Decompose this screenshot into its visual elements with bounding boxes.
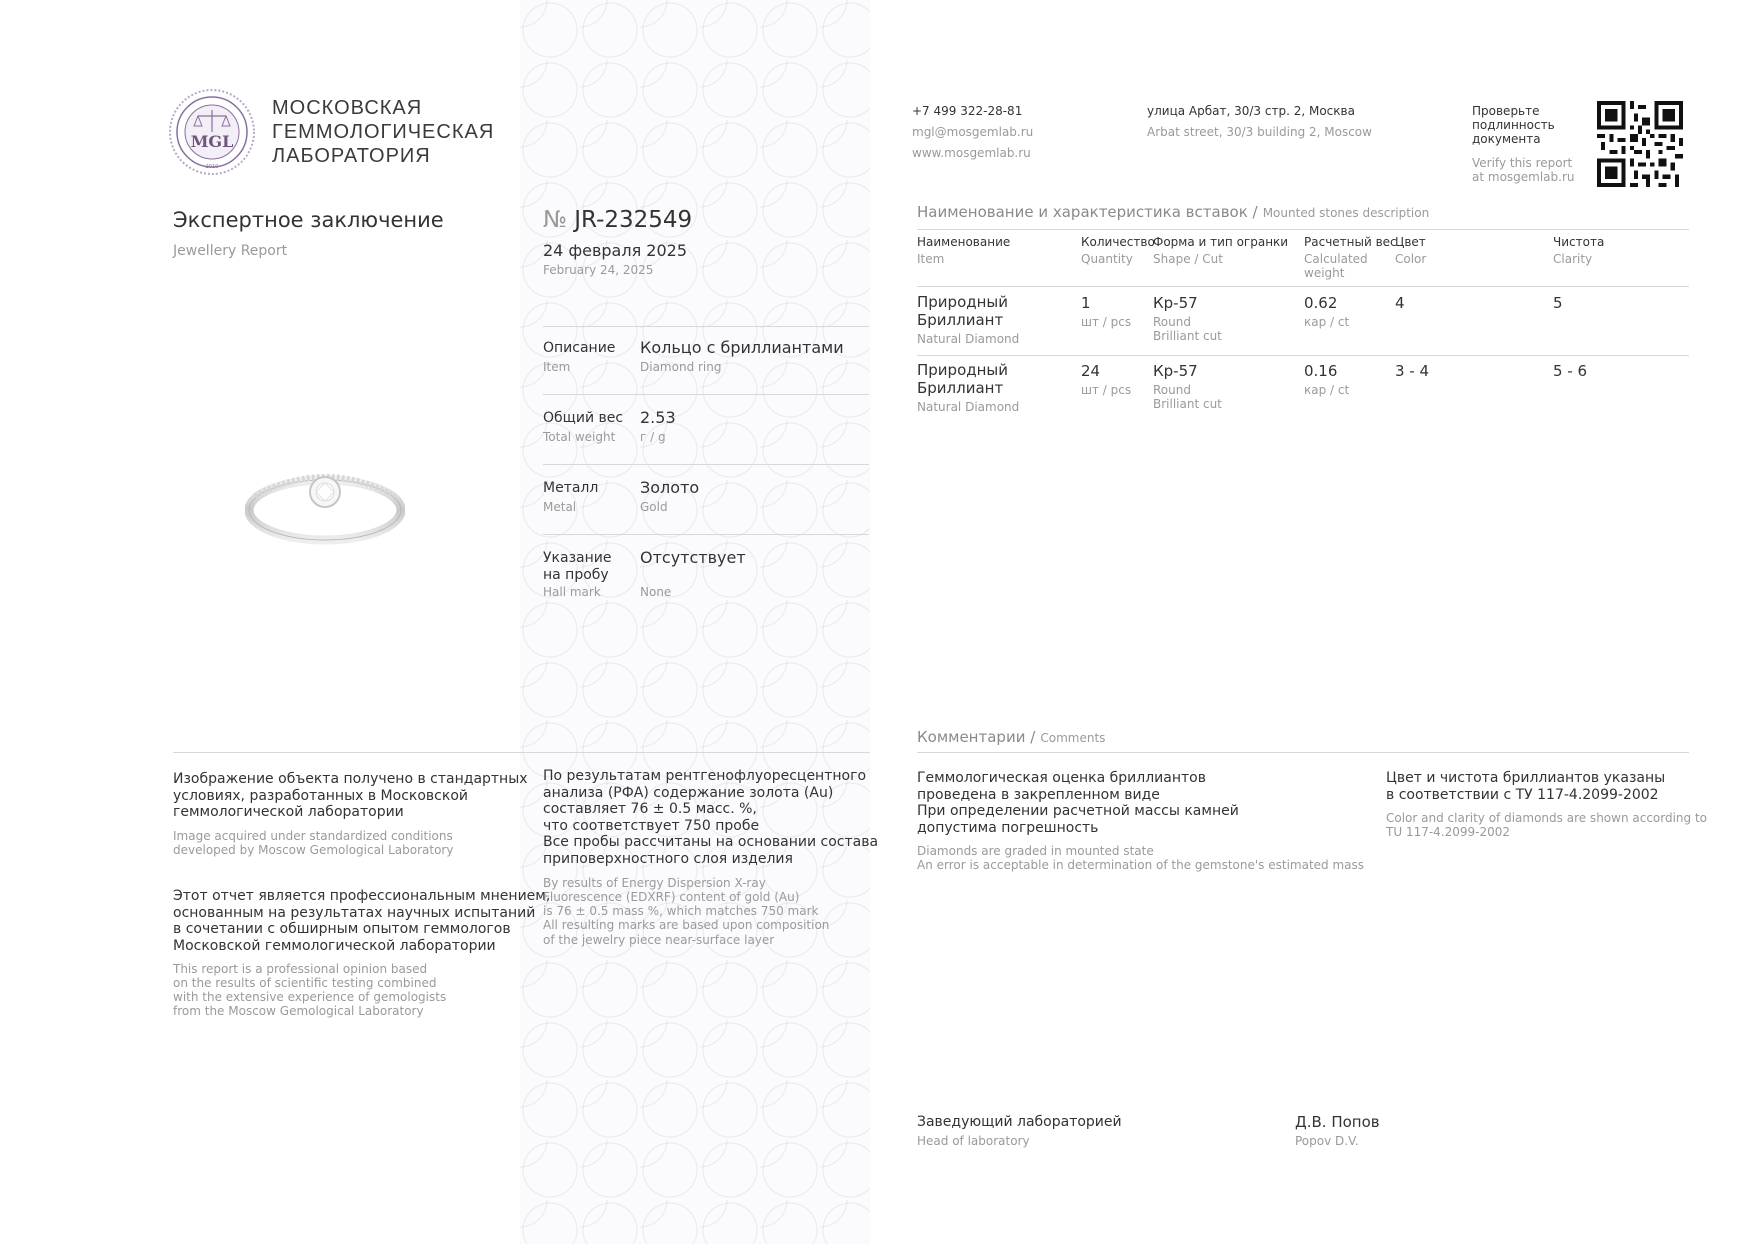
signature-name-en: Popov D.V. xyxy=(1295,1134,1359,1148)
verify-line-1: Проверьте xyxy=(1472,104,1540,118)
report-number-line xyxy=(543,207,692,233)
note-xrf-en: By results of Energy Dispersion X-ray Fluorescence (EDXRF) content of gold (Au) is 76 ± 0.5 mass %, which matches 750 mark All resulting marks are based upon composition of the jewelry piece near-surface layer xyxy=(543,876,830,947)
field-value-metal: Золото xyxy=(640,478,700,497)
comment-left-en: Diamonds are graded in mounted state An error is acceptable in determination of the gemstone's estimated mass xyxy=(917,844,1365,873)
table-row-1-color: 4 xyxy=(1395,294,1405,312)
signature-role-en: Head of laboratory xyxy=(917,1134,1030,1148)
table-row-2-shape: Кр-57 xyxy=(1153,362,1198,380)
table-row-2-item: Природный Бриллиант xyxy=(917,361,1009,397)
report-title-en: Jewellery Report xyxy=(173,243,288,259)
table-row-2-color: 3 - 4 xyxy=(1395,362,1430,380)
field-value-description: Кольцо с бриллиантами xyxy=(640,338,844,357)
decorative-pattern-band xyxy=(520,0,870,1244)
field-value-weight-unit: г / g xyxy=(640,430,666,444)
note-xrf-ru: По результатам рентгенофлуоресцентного анализа (РФА) содержание золота (Au) составляет 76 ± 0.5 масс. %, что соответствует 750 пробе Все пробы рассчитаны на основании состава приповерхностного слоя изделия xyxy=(543,768,879,867)
table-row-1-qty-unit: шт / pcs xyxy=(1081,315,1132,329)
field-value-weight: 2.53 xyxy=(640,408,676,427)
field-value-hallmark-en: None xyxy=(640,585,672,599)
field-value-metal-en: Gold xyxy=(640,500,668,514)
col-header-clarity-en: Clarity xyxy=(1553,252,1593,266)
field-label-metal-en: Metal xyxy=(543,500,577,514)
col-header-color: Цвет xyxy=(1395,235,1426,249)
table-row-2-weight-unit: кар / ct xyxy=(1304,383,1350,397)
table-divider xyxy=(917,229,1689,230)
verify-line-3: документа xyxy=(1472,132,1541,147)
note-opinion-ru: Этот отчет является профессиональным мнением, основанным на результатах научных испытаний в сочетании с обширным опытом геммологов Московской геммологической лаборатории xyxy=(173,888,551,954)
comment-right-en: Color and clarity of diamonds are shown according to TU 117-4.2099-2002 xyxy=(1386,811,1708,840)
field-divider xyxy=(543,394,869,395)
col-header-weight-en: Calculated weight xyxy=(1304,252,1368,281)
field-label-weight-en: Total weight xyxy=(543,430,616,444)
field-divider xyxy=(543,534,869,535)
comments-section-title xyxy=(917,727,1105,746)
report-date-en: February 24, 2025 xyxy=(543,263,654,277)
stones-section-title xyxy=(917,202,1429,221)
col-header-item: Наименование xyxy=(917,235,1011,249)
number-sign: № xyxy=(543,207,567,233)
field-divider xyxy=(543,326,869,327)
lab-name-line-1: МОСКОВСКАЯ xyxy=(272,97,423,119)
verify-en-line-2: at mosgemlab.ru xyxy=(1472,170,1575,185)
field-label-description: Описание xyxy=(543,340,616,356)
verify-text-ru xyxy=(1472,104,1555,146)
field-divider xyxy=(543,464,869,465)
signature-name: Д.В. Попов xyxy=(1295,1113,1380,1131)
note-image-en: Image acquired under standardized conditions developed by Moscow Gemological Laboratory xyxy=(173,829,454,858)
col-header-weight: Расчетный вес xyxy=(1304,235,1397,249)
table-row-1-shape-en: Round Brilliant cut xyxy=(1153,315,1222,344)
col-header-shape-en: Shape / Cut xyxy=(1153,252,1223,266)
field-value-description-en: Diamond ring xyxy=(640,360,722,374)
phone: +7 499 322-28-81 xyxy=(912,104,1023,118)
note-image-ru: Изображение объекта получено в стандартных условиях, разработанных в Московской геммологической лаборатории xyxy=(173,771,528,821)
table-row-1-weight-unit: кар / ct xyxy=(1304,315,1350,329)
verify-line-2: подлинность xyxy=(1472,118,1555,133)
email-link[interactable]: mgl@mosgemlab.ru xyxy=(912,125,1034,139)
lab-name-line-2: ГЕММОЛОГИЧЕСКАЯ xyxy=(272,121,495,143)
signature-role: Заведующий лабораторией xyxy=(917,1114,1122,1130)
table-row-1-clarity: 5 xyxy=(1553,294,1563,312)
report-date: 24 февраля 2025 xyxy=(543,241,688,260)
col-header-quantity: Количество xyxy=(1081,235,1155,249)
col-header-clarity: Чистота xyxy=(1553,235,1605,249)
table-row-2-item-en: Natural Diamond xyxy=(917,400,1020,414)
website-link[interactable]: www.mosgemlab.ru xyxy=(912,146,1031,160)
field-label-hallmark-en: Hall mark xyxy=(543,585,601,599)
note-opinion-en: This report is a professional opinion based on the results of scientific testing combined with the extensive experience of gemologists from the Moscow Gemological Laboratory xyxy=(173,962,447,1019)
stones-title-ru: Наименование и характеристика вставок / xyxy=(917,203,1258,221)
table-row-2-qty: 24 xyxy=(1081,362,1101,380)
lab-name xyxy=(272,96,494,168)
table-row-1-weight: 0.62 xyxy=(1304,294,1338,312)
field-label-hallmark: Указание на пробу xyxy=(543,550,612,583)
section-divider xyxy=(173,752,870,753)
col-header-color-en: Color xyxy=(1395,252,1427,266)
section-divider xyxy=(917,752,1689,753)
field-label-description-en: Item xyxy=(543,360,571,374)
col-header-quantity-en: Quantity xyxy=(1081,252,1133,266)
report-title: Экспертное заключение xyxy=(173,208,444,232)
col-header-shape: Форма и тип огранки xyxy=(1153,235,1289,249)
table-row-2-shape-en: Round Brilliant cut xyxy=(1153,383,1222,412)
mgl-logo-seal xyxy=(168,88,256,176)
logo-year: 2010 xyxy=(205,164,219,170)
address-ru: улица Арбат, 30/3 стр. 2, Москва xyxy=(1147,104,1355,118)
field-label-metal: Металл xyxy=(543,480,599,496)
stones-title-en: Mounted stones description xyxy=(1262,206,1430,220)
comments-title-ru: Комментарии / xyxy=(917,728,1036,746)
comment-left-ru: Геммологическая оценка бриллиантов проведена в закрепленном виде При определении расчетной массы камней допустима погрешность xyxy=(917,770,1239,836)
ring-photo xyxy=(245,466,405,548)
table-row-1-item: Природный Бриллиант xyxy=(917,293,1009,329)
table-row-1-item-en: Natural Diamond xyxy=(917,332,1020,346)
comment-right-ru: Цвет и чистота бриллиантов указаны в соответствии с ТУ 117-4.2099-2002 xyxy=(1386,770,1666,803)
col-header-item-en: Item xyxy=(917,252,945,266)
table-row-2-weight: 0.16 xyxy=(1304,362,1338,380)
table-divider xyxy=(917,355,1689,356)
field-label-weight: Общий вес xyxy=(543,410,624,426)
logo-text: MGL xyxy=(190,132,234,151)
field-value-hallmark: Отсутствует xyxy=(640,548,746,567)
table-divider xyxy=(917,286,1689,287)
table-row-2-clarity: 5 - 6 xyxy=(1553,362,1588,380)
address-en: Arbat street, 30/3 building 2, Moscow xyxy=(1147,125,1372,139)
qr-code-icon[interactable] xyxy=(1597,101,1683,187)
verify-text-en xyxy=(1472,156,1575,184)
table-row-1-shape: Кр-57 xyxy=(1153,294,1198,312)
report-number: JR-232549 xyxy=(574,207,693,233)
comments-title-en: Comments xyxy=(1040,731,1106,745)
verify-en-line-1: Verify this report xyxy=(1472,156,1573,170)
table-row-1-qty: 1 xyxy=(1081,294,1091,312)
table-row-2-qty-unit: шт / pcs xyxy=(1081,383,1132,397)
lab-name-line-3: ЛАБОРАТОРИЯ xyxy=(272,145,431,167)
